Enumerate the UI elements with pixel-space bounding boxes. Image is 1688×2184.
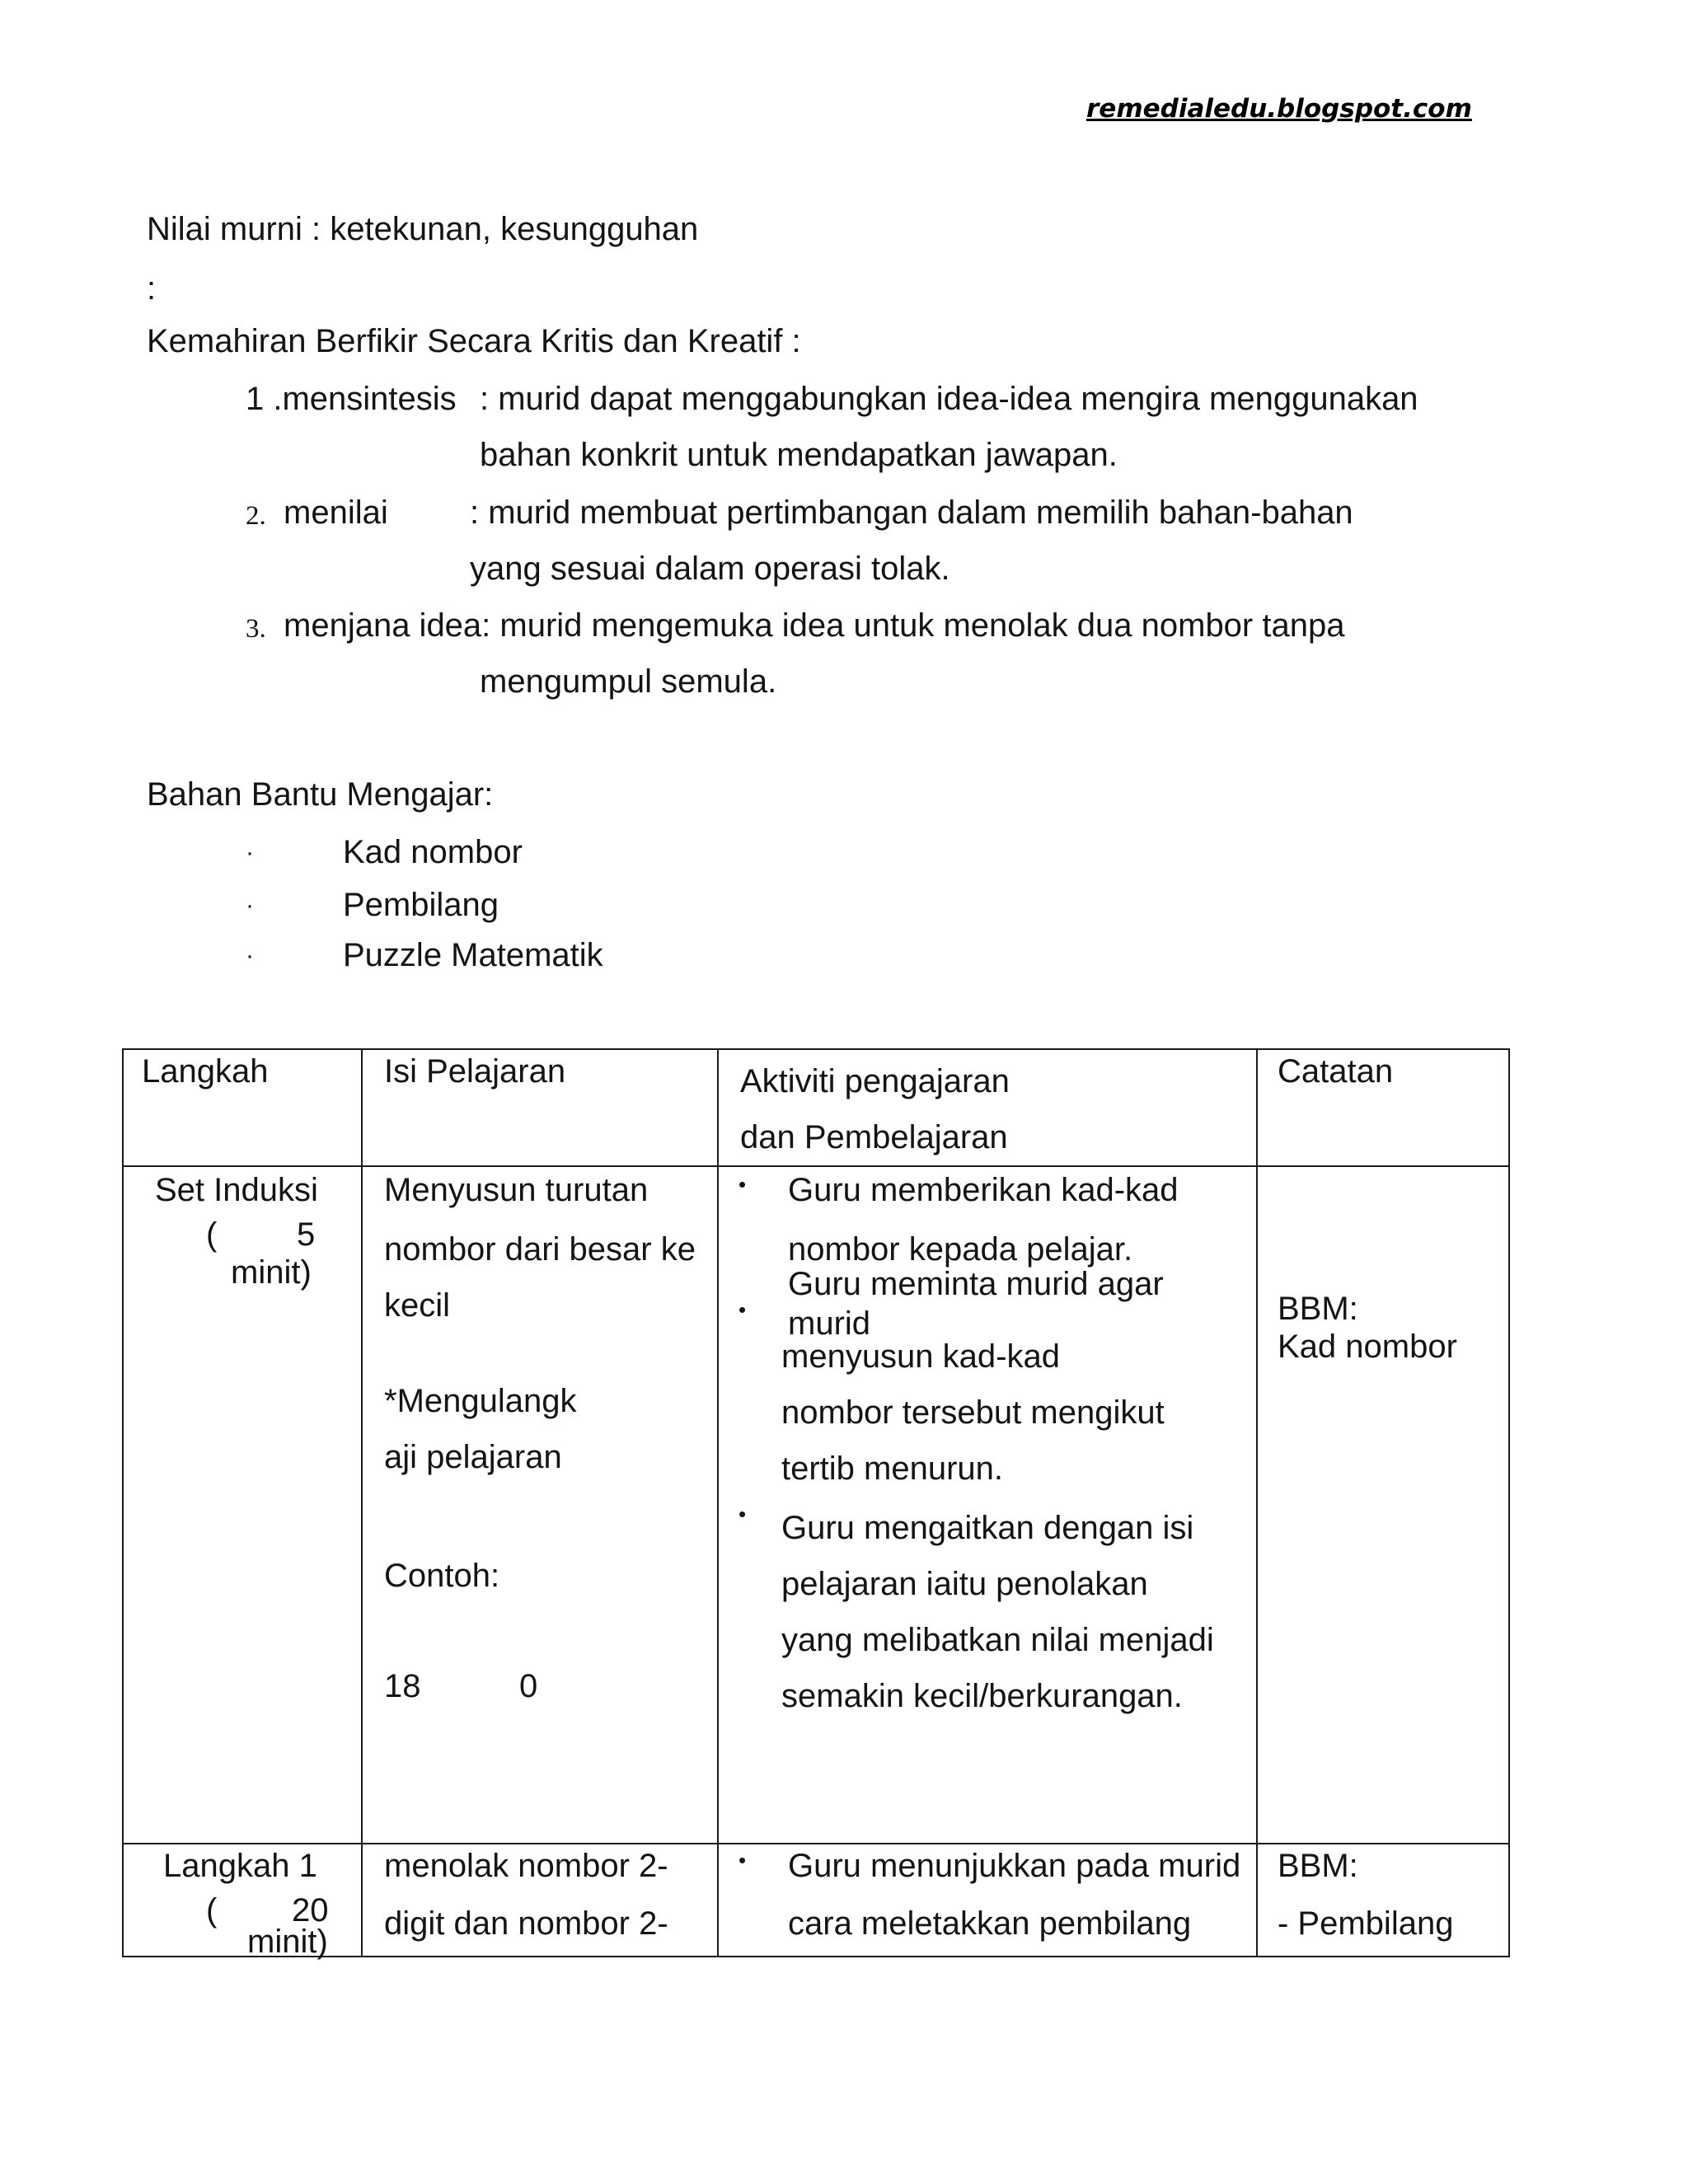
row2-act-line1: Guru menunjukkan pada murid bbox=[788, 1848, 1241, 1884]
row2-catatan-line1: BBM: bbox=[1278, 1848, 1358, 1884]
lesson-table bbox=[122, 1048, 1510, 1960]
header-catatan: Catatan bbox=[1278, 1053, 1394, 1090]
column-divider bbox=[361, 1050, 363, 1956]
column-divider bbox=[717, 1050, 719, 1956]
bullet-dot: • bbox=[738, 1502, 747, 1526]
kbkk-item-1-term: 1 .mensintesis bbox=[246, 381, 457, 417]
bullet-dot: • bbox=[738, 1297, 747, 1322]
site-link[interactable]: remedialedu.blogspot.com bbox=[1086, 94, 1472, 124]
row1-example-a: 18 bbox=[384, 1668, 421, 1704]
kbkk-item-1-line2: bahan konkrit untuk mendapatkan jawapan. bbox=[480, 437, 1118, 473]
stray-colon: : bbox=[147, 270, 157, 307]
row1-minutes: 5 bbox=[297, 1216, 316, 1253]
row1-catatan-line1: BBM: bbox=[1278, 1291, 1358, 1327]
row1-act1-line2: nombor kepada pelajar. bbox=[788, 1231, 1133, 1268]
bbm-bullet: · bbox=[246, 942, 254, 969]
row1-act2-line3: tertib menurun. bbox=[781, 1451, 1004, 1487]
row1-act1-line1: Guru memberikan kad-kad bbox=[788, 1172, 1179, 1208]
row1-act3-line1: Guru mengaitkan dengan isi bbox=[781, 1510, 1194, 1546]
header-aktiviti-line1: Aktiviti pengajaran bbox=[740, 1063, 1010, 1099]
kbkk-item-2-line1: : murid membuat pertimbangan dalam memilih bahan-bahan bbox=[470, 494, 1353, 531]
row1-isi-line2: nombor dari besar ke bbox=[384, 1231, 696, 1268]
row1-contoh: Contoh: bbox=[384, 1558, 500, 1594]
bbm-title: Bahan Bantu Mengajar: bbox=[147, 776, 494, 813]
header-aktiviti-line2: dan Pembelajaran bbox=[740, 1119, 1008, 1155]
row2-act-line2: cara meletakkan pembilang bbox=[788, 1905, 1192, 1942]
row1-minit: minit) bbox=[231, 1254, 312, 1291]
row2-minit: minit) bbox=[247, 1924, 328, 1960]
kbkk-item-2-number: 2. bbox=[246, 501, 266, 531]
row1-paren: ( bbox=[206, 1216, 218, 1253]
row1-act3-line4: semakin kecil/berkurangan. bbox=[781, 1678, 1183, 1714]
kbkk-title: Kemahiran Berfikir Secara Kritis dan Kreatif : bbox=[147, 323, 801, 359]
row2-minutes: 20 bbox=[292, 1892, 329, 1929]
bbm-item-pembilang: Pembilang bbox=[343, 887, 499, 923]
row-divider bbox=[124, 1165, 1508, 1167]
bbm-item-puzzle: Puzzle Matematik bbox=[343, 937, 603, 973]
bullet-dot: • bbox=[738, 1172, 747, 1197]
bullet-dot: • bbox=[738, 1848, 747, 1872]
kbkk-item-3-line1: menjana idea: murid mengemuka idea untuk menolak dua nombor tanpa bbox=[284, 607, 1345, 644]
row1-note-line1: *Mengulangk bbox=[384, 1383, 577, 1419]
row1-langkah: Set Induksi bbox=[155, 1172, 318, 1208]
row1-act2-murid: murid bbox=[788, 1305, 871, 1342]
row1-act2-clipped bbox=[788, 1304, 953, 1342]
row2-paren: ( bbox=[206, 1892, 218, 1929]
row2-isi-line2: digit dan nombor 2- bbox=[384, 1905, 668, 1942]
nilai-murni: Nilai murni : ketekunan, kesungguhan bbox=[147, 211, 699, 247]
row1-catatan-line2: Kad nombor bbox=[1278, 1329, 1457, 1365]
bbm-item-kad-nombor: Kad nombor bbox=[343, 834, 523, 870]
header-langkah: Langkah bbox=[142, 1053, 269, 1090]
row1-example-b: 0 bbox=[519, 1668, 538, 1704]
kbkk-item-3-number: 3. bbox=[246, 614, 266, 644]
row1-isi-line3: kecil bbox=[384, 1287, 451, 1324]
row1-note-line2: aji pelajaran bbox=[384, 1439, 562, 1475]
kbkk-item-2-term: menilai bbox=[284, 494, 388, 531]
row1-act3-line2: pelajaran iaitu penolakan bbox=[781, 1566, 1148, 1602]
column-divider bbox=[1256, 1050, 1258, 1956]
kbkk-item-3-line2: mengumpul semula. bbox=[480, 663, 777, 700]
row1-act2-line1: menyusun kad-kad bbox=[781, 1338, 1060, 1375]
row-divider bbox=[124, 1843, 1508, 1844]
kbkk-item-2-line2: yang sesuai dalam operasi tolak. bbox=[470, 551, 950, 587]
row1-isi-line1: Menyusun turutan bbox=[384, 1172, 649, 1208]
kbkk-item-1-line1: : murid dapat menggabungkan idea-idea mengira menggunakan bbox=[480, 381, 1418, 417]
row2-isi-line1: menolak nombor 2- bbox=[384, 1848, 668, 1884]
row1-act3-line3: yang melibatkan nilai menjadi bbox=[781, 1622, 1214, 1658]
row2-langkah: Langkah 1 bbox=[163, 1848, 317, 1884]
bbm-bullet: · bbox=[246, 892, 254, 919]
row1-act2-line2: nombor tersebut mengikut bbox=[781, 1394, 1165, 1431]
bbm-bullet: · bbox=[246, 839, 254, 866]
row1-minit-clipped bbox=[231, 1253, 346, 1291]
row1-act2-head: Guru meminta murid agar bbox=[788, 1266, 1164, 1302]
header-isi-pelajaran: Isi Pelajaran bbox=[384, 1053, 566, 1090]
row2-catatan-line2: - Pembilang bbox=[1278, 1905, 1454, 1942]
